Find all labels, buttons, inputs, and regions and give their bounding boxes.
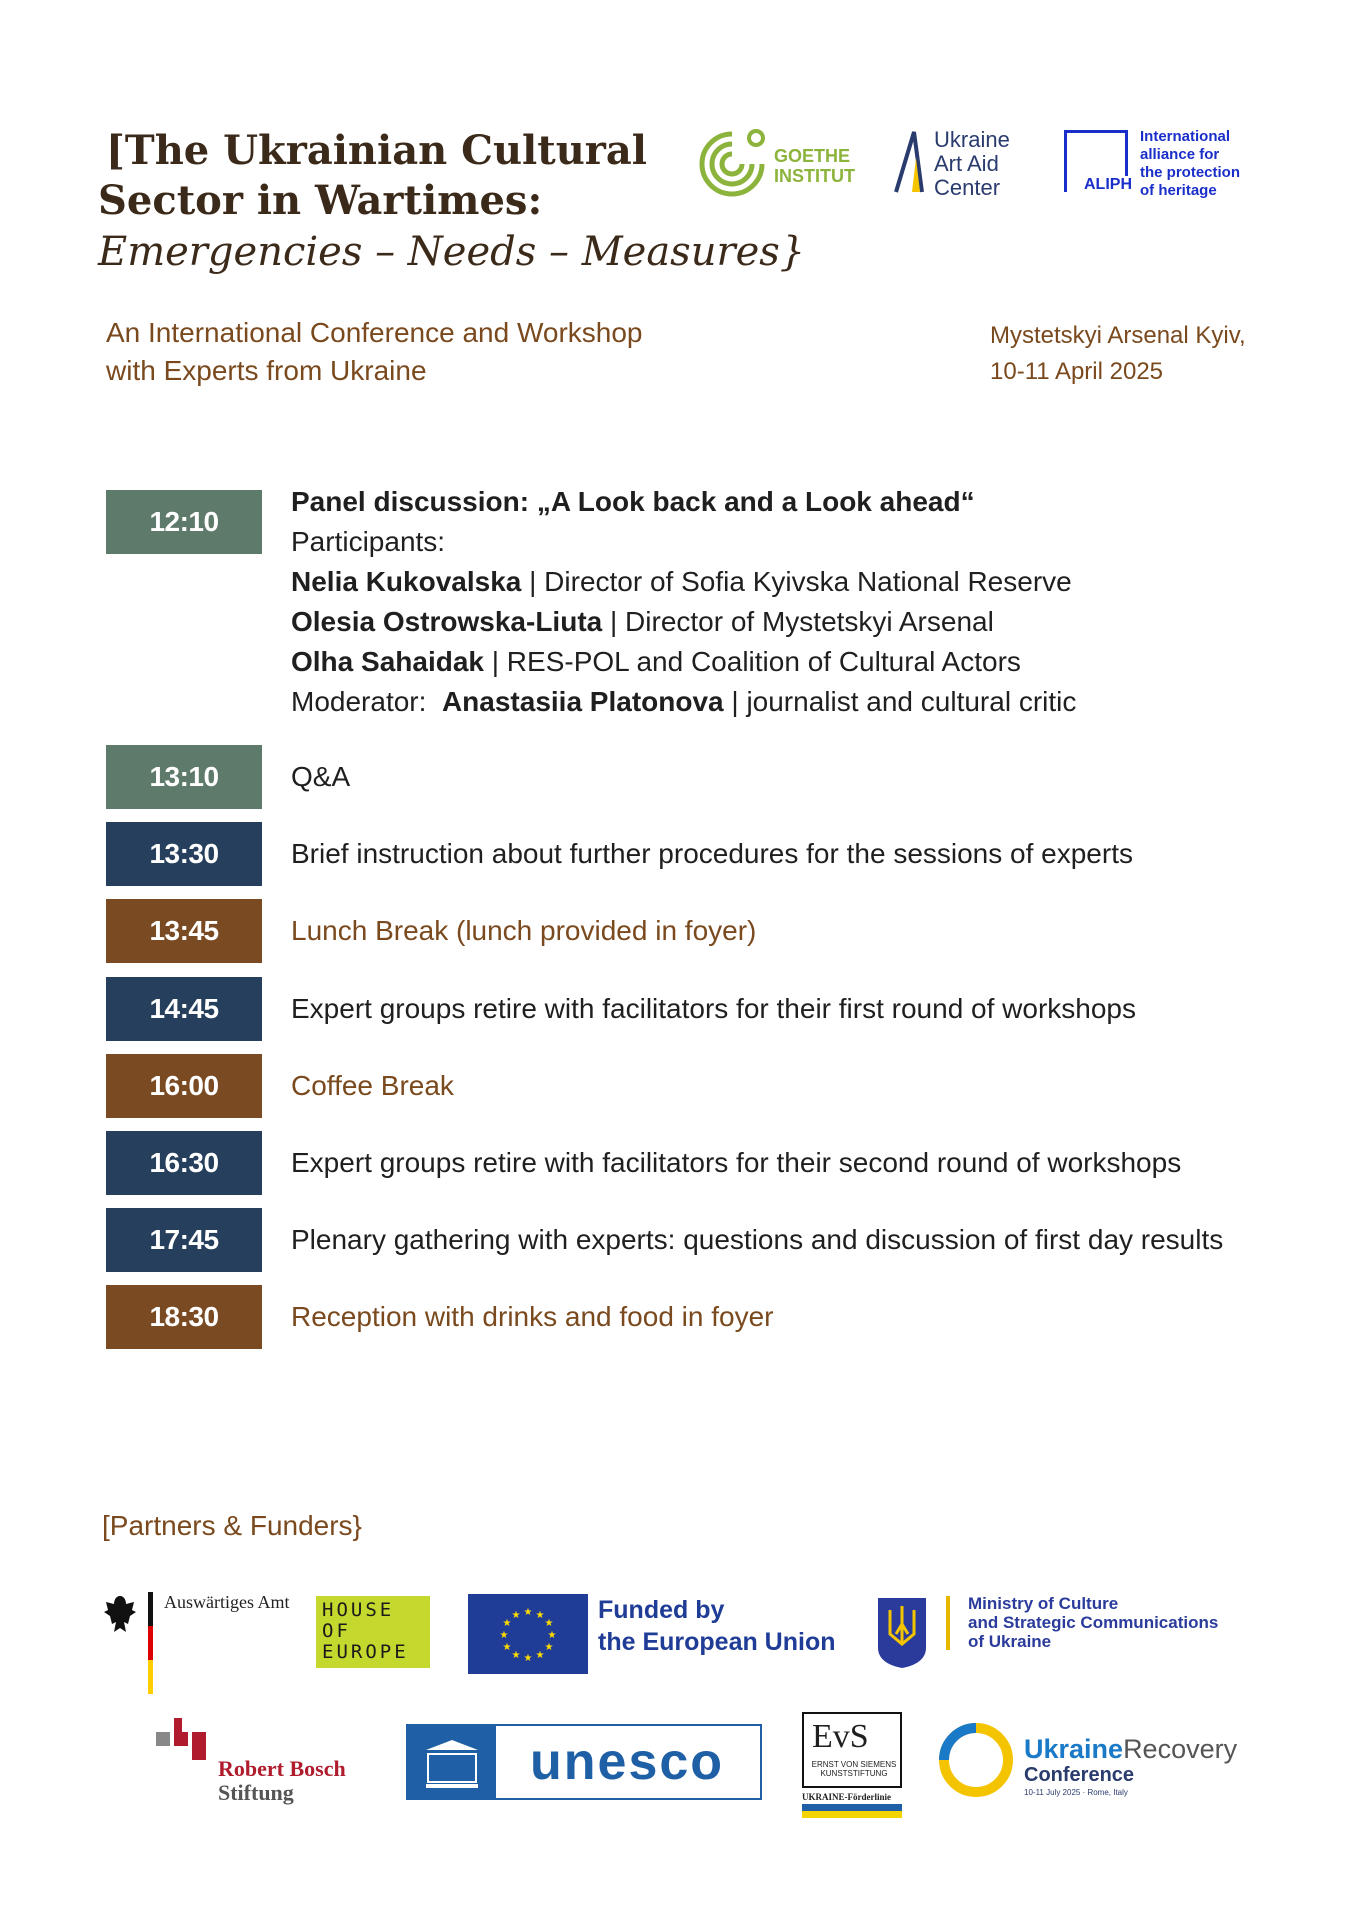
time-badge: 13:45: [106, 899, 262, 963]
svg-text:★: ★: [511, 1650, 521, 1661]
goethe-institut-logo: [694, 126, 854, 204]
svg-text:★: ★: [523, 1653, 533, 1664]
svg-text:★: ★: [535, 1610, 545, 1621]
aliph-line-4: of heritage: [1140, 182, 1217, 199]
house-of-europe-logo: [316, 1596, 430, 1668]
eu-flag: [468, 1594, 588, 1674]
federal-eagle-icon: [100, 1592, 140, 1636]
venue-line-1: Mystetskyi Arsenal Kyiv,: [990, 322, 1246, 349]
ukraine-art-aid-center-logo: [892, 128, 1042, 200]
subtitle: [106, 314, 642, 390]
venue-line-2: 10-11 April 2025: [990, 358, 1164, 385]
svg-text:★: ★: [544, 1642, 554, 1653]
time-badge: 17:45: [106, 1208, 262, 1272]
schedule-description: Expert groups retire with facilitators for their second round of workshops: [291, 1147, 1182, 1178]
aliph-line-1: International: [1140, 128, 1231, 145]
aliph-logo: [1064, 128, 1264, 198]
hoe-line-2: OF: [322, 1620, 351, 1642]
aliph-tag: ALIPH: [1084, 176, 1132, 193]
goethe-line-2: INSTITUT: [774, 166, 855, 186]
svg-text:★: ★: [502, 1618, 512, 1629]
schedule-description: Plenary gathering with experts: questions and discussion of first day results: [291, 1224, 1224, 1255]
svg-text:★: ★: [535, 1650, 545, 1661]
venue-date: [990, 318, 1246, 390]
uaac-line-3: Center: [934, 175, 1001, 200]
ministry-divider: [946, 1596, 950, 1650]
aa-label: Auswärtiges Amt: [164, 1592, 290, 1612]
schedule-description: Lunch Break (lunch provided in foyer): [291, 915, 757, 946]
subtitle-line-2: with Experts from Ukraine: [106, 355, 427, 386]
participants-label: Participants:: [291, 526, 446, 557]
eu-line-2: the European Union: [598, 1628, 836, 1656]
urc-date: 10-11 July 2025 · Rome, Italy: [1024, 1788, 1128, 1797]
schedule-description: Expert groups retire with facilitators for their first round of workshops: [291, 993, 1137, 1024]
urc-conference: Conference: [1024, 1764, 1135, 1786]
svg-text:★: ★: [523, 1607, 533, 1618]
panel-title: Panel discussion: „A Look back and a Look ahead“: [291, 486, 975, 517]
auswaertiges-amt-logo: [100, 1592, 300, 1702]
uaac-line-1: Ukraine: [934, 127, 1010, 152]
german-flag-bar: [148, 1592, 153, 1694]
partners-heading: [Partners & Funders}: [102, 1510, 362, 1541]
svg-text:★: ★: [547, 1630, 557, 1641]
robert-bosch-stiftung-logo: [156, 1718, 376, 1808]
ukraine-flag-blue: [802, 1804, 902, 1811]
time-badge: 14:45: [106, 977, 262, 1041]
evs-name: ERNST VON SIEMENS KUNSTSTIFTUNG: [811, 1760, 897, 1778]
schedule-description: Reception with drinks and food in foyer: [291, 1301, 774, 1332]
hoe-line-1: HOUSE: [322, 1599, 395, 1621]
aliph-line-2: alliance for: [1140, 146, 1220, 163]
schedule-description: Coffee Break: [291, 1070, 454, 1101]
participant-3: Olha Sahaidak | RES-POL and Coalition of Cultural Actors: [291, 646, 1021, 677]
ukraine-trident-icon: [874, 1594, 930, 1670]
participant-2: Olesia Ostrowska-Liuta | Director of Mystetskyi Arsenal: [291, 606, 994, 637]
rbs-name: Robert Bosch: [218, 1756, 346, 1781]
evs-ukraine-label: UKRAINE-Förderlinie: [802, 1792, 891, 1802]
ministry-line-1: Ministry of Culture: [968, 1594, 1119, 1613]
title-line-1: [The Ukrainian Cultural: [106, 127, 647, 174]
unesco-temple-icon: [408, 1726, 496, 1798]
eu-stars-icon: [468, 1594, 588, 1674]
subtitle-line-1: An International Conference and Workshop: [106, 317, 643, 348]
participant-1: Nelia Kukovalska | Director of Sofia Kyivska National Reserve: [291, 566, 1072, 597]
title-line-2: Sector in Wartimes:: [98, 177, 543, 224]
title-line-3: Emergencies – Needs – Measures}: [98, 229, 806, 275]
art-aid-a-icon: [892, 128, 932, 194]
time-badge: 13:30: [106, 822, 262, 886]
unesco-logo: [406, 1724, 762, 1800]
svg-text:★: ★: [544, 1618, 554, 1629]
time-badge: 18:30: [106, 1285, 262, 1349]
eu-funded-text: [598, 1594, 836, 1658]
ministry-line-3: of Ukraine: [968, 1632, 1052, 1651]
hoe-line-3: EUROPE: [322, 1641, 409, 1663]
evs-monogram: EvS: [812, 1718, 869, 1755]
schedule-description: Brief instruction about further procedures for the sessions of experts: [291, 838, 1133, 869]
schedule-description: [291, 482, 1076, 722]
time-badge: 16:30: [106, 1131, 262, 1195]
ukraine-recovery-conference-logo: [936, 1720, 1276, 1810]
aliph-line-3: the protection: [1140, 164, 1240, 181]
urc-ring-icon: [936, 1720, 1016, 1800]
svg-text:★: ★: [499, 1630, 509, 1641]
time-badge: 12:10: [106, 490, 262, 554]
eu-line-1: Funded by: [598, 1596, 725, 1624]
goethe-swirl-icon: [694, 126, 770, 202]
moderator: Moderator: Anastasiia Platonova | journalist and cultural critic: [291, 686, 1077, 717]
time-badge: 13:10: [106, 745, 262, 809]
urc-title: UkraineRecovery: [1024, 1734, 1238, 1764]
evs-kunststiftung-logo: [802, 1712, 904, 1818]
ministry-of-culture-logo: [874, 1594, 1274, 1674]
ministry-line-2: and Strategic Communications: [968, 1613, 1219, 1632]
rbs-mark-icon: [156, 1718, 212, 1766]
time-badge: 16:00: [106, 1054, 262, 1118]
svg-text:★: ★: [502, 1642, 512, 1653]
schedule-description: Q&A: [291, 761, 351, 792]
goethe-line-1: GOETHE: [774, 146, 851, 166]
unesco-wordmark: unesco: [530, 1733, 725, 1791]
ukraine-flag-yellow: [802, 1811, 902, 1818]
svg-text:★: ★: [511, 1610, 521, 1621]
uaac-line-2: Art Aid: [934, 151, 999, 176]
rbs-stiftung: Stiftung: [218, 1780, 294, 1805]
